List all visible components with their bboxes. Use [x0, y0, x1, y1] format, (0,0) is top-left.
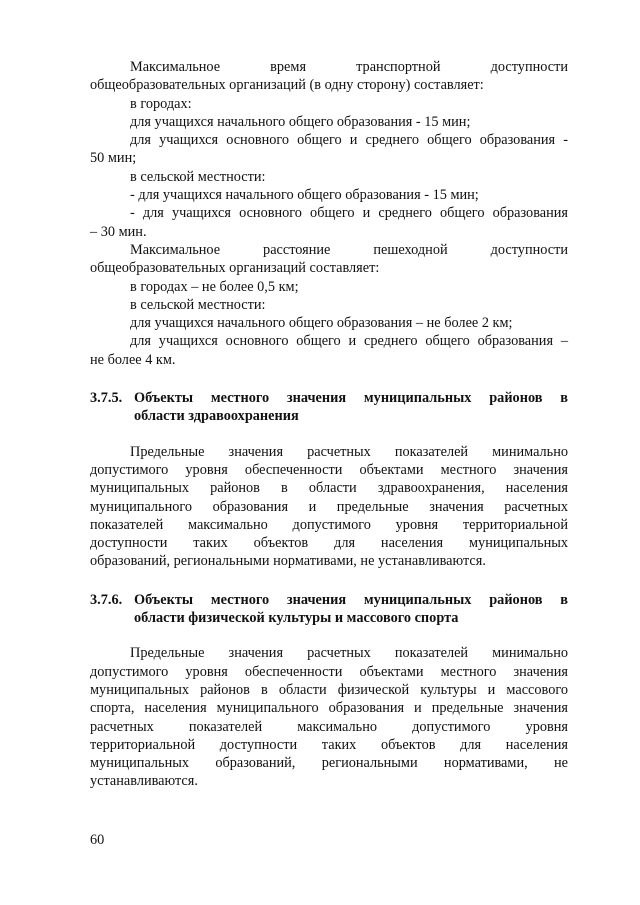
text-line: образований, региональными нормативами, не устанавливаются. [90, 553, 486, 570]
section-heading-3-7-5 [90, 389, 568, 426]
text-line: Максимальное расстояние пешеходной доступности [130, 241, 568, 258]
text-line: территориальной доступности таких объектов для населения [90, 736, 568, 753]
transport-paragraph [90, 58, 568, 241]
text-line: - для учащихся начального общего образования - 15 мин; [130, 187, 479, 204]
text-line: – 30 мин. [90, 223, 147, 240]
section-title-line: Объекты местного значения муниципальных районов в [134, 591, 568, 608]
text-line: допустимого уровня обеспеченности объектами местного значения [90, 663, 568, 680]
section-3-7-5-paragraph [90, 443, 568, 571]
section-3-7-6-paragraph [90, 644, 568, 790]
text-line: - для учащихся основного общего и среднего общего образования [130, 205, 568, 222]
text-line: 50 мин; [90, 150, 137, 167]
text-line: общеобразовательных организаций составляет: [90, 260, 380, 277]
text-line: для учащихся основного общего и среднего общего образования – [130, 333, 568, 350]
text-line: допустимого уровня обеспеченности объектами местного значения [90, 461, 568, 478]
section-number: 3.7.5. [90, 390, 123, 407]
section-title-line: области физической культуры и массового спорта [134, 610, 459, 627]
text-line: в городах – не более 0,5 км; [130, 278, 299, 295]
section-title-line: области здравоохранения [134, 408, 299, 425]
section-title-line: Объекты местного значения муниципальных районов в [134, 390, 568, 407]
text-line: Предельные значения расчетных показателей минимально [130, 443, 568, 460]
document-page [90, 58, 568, 791]
text-line: в сельской местности: [130, 296, 266, 313]
text-line: муниципальных районов в области здравоохранения, населения [90, 480, 568, 497]
text-line: в городах: [130, 95, 192, 112]
text-line: для учащихся начального общего образования – не более 2 км; [130, 315, 513, 332]
text-line: спорта, населения муниципального образования и предельные значения [90, 700, 568, 717]
text-line: муниципальных образований, региональными нормативами, не [90, 755, 568, 772]
walking-paragraph [90, 241, 568, 369]
section-number: 3.7.6. [90, 591, 123, 608]
text-line: не более 4 км. [90, 351, 176, 368]
text-line: Предельные значения расчетных показателей минимально [130, 645, 568, 662]
text-line: для учащихся начального общего образования - 15 мин; [130, 113, 471, 130]
text-line: муниципального образования и предельные значения расчетных [90, 498, 568, 515]
text-line: Максимальное время транспортной доступности [130, 59, 568, 75]
text-line: муниципальных районов в области физической культуры и массового [90, 681, 568, 698]
text-line: показателей максимально допустимого уровня территориальной [90, 516, 568, 533]
text-line: общеобразовательных организаций (в одну сторону) составляет: [90, 77, 484, 94]
section-heading-3-7-6 [90, 591, 568, 628]
text-line: расчетных показателей максимально допустимого уровня [90, 718, 568, 735]
text-line: для учащихся основного общего и среднего общего образования - [130, 132, 568, 149]
page-number: 60 [90, 832, 105, 848]
text-line: в сельской местности: [130, 168, 266, 185]
text-line: доступности таких объектов для населения муниципальных [90, 535, 568, 552]
text-line: устанавливаются. [90, 773, 198, 790]
